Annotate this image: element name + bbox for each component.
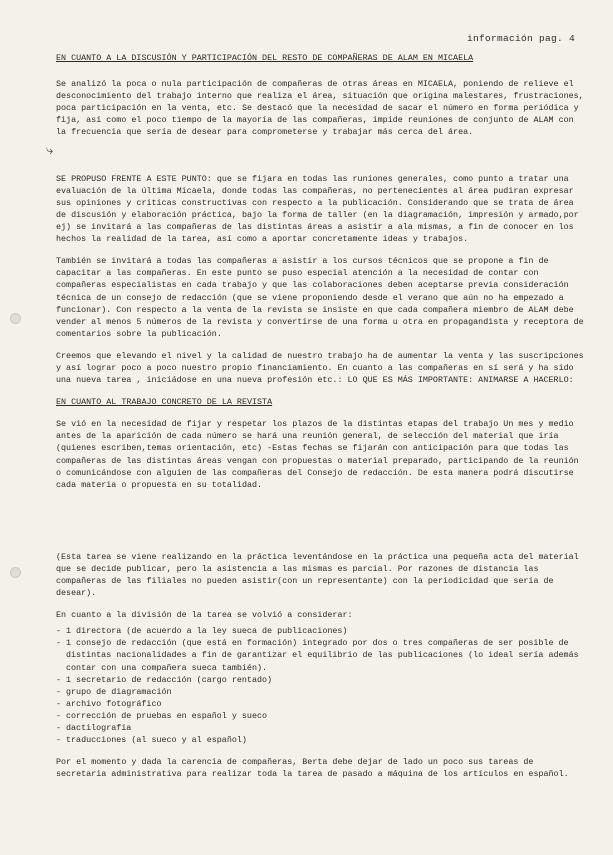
closing-paragraph: Por el momento y dada la carencia de compañeras, Berta debe dejar de lado un poco sus tareas de secretaria administrativa para realizar toda la tarea de pasado a máquina de los artículos en español.	[56, 757, 569, 780]
list-item: - dactilografía	[56, 722, 586, 734]
note-paragraph: (Esta tarea se viene realizando en la práctica leventándose en la práctica una pequeña acta del material que se decide publicar, pero la asistencia a las mismas es parcial. Por razones de distancia las compañeras de las filiales no pueden asistir(con un representante) con la periodicidad que sería de desear).	[56, 551, 579, 599]
section-title: EN CUANTO A LA DISCUSIÓN Y PARTICIPACIÓN DEL RESTO DE COMPAÑERAS DE ALAM EN MICAELA	[56, 53, 474, 63]
blank-space	[56, 501, 586, 551]
list-item: - grupo de diagramación	[56, 686, 586, 698]
paragraph-text: SE PROPUSO FRENTE A ESTE PUNTO: que se fijara en todas las runiones generales, como punto a tratar una evaluación de la última Micaela, donde todas las compañeras, no pertenecientes al área pudiran expresar sus opiniones y criticas constructivas con respecto a la publicación. Considerando que se trata de área de discusión y elaboración práctica, bajo la forma de taller (en la diagramación, impresión y armado,por ej) se invitará a las compañeras de las distintas áreas a asistir a ala mismas, a fin de conocer en los hechos la realidad de la tarea, así como a aportar concretamente ideas y trabajos.	[56, 173, 579, 245]
list-item: - traducciones (al sueco y al español)	[56, 734, 586, 746]
page-header: información pag. 4	[466, 33, 575, 44]
paragraph: Creemos que elevando el nivel y la calidad de nuestro trabajo ha de aumentar la venta y las suscripciones y así lograr poco a poco nuestro propio financiamiento. En cuanto a las compañeras en sí será y ha sido una nueva tarea , iniciádose en una nueva profesión etc.: LO QUE ES MÁS IMPORTANTE: ANIMARSE A HACERLO:	[56, 350, 584, 386]
paragraph: También se invitará a todas las compañeras a asistir a los cursos técnicos que se propone a fin de capacitar a las compañeras. En este punto se puso especial atención a la necesidad de contar con compañeras especialistas en cada trabajo y que las colaboraciones deben aceptarse previa consideración técnica de un consejo de redacción (que se viene proponiendo desde el verano que aún no ha empezado a funcionar). Con respecto a la venta de la revista se insiste en que cada compañera miembro de ALAM debe vender al menos 5 números de la revista y convertirse de una forma u otra en propagandista y receptora de comentarios sobre la publicación.	[56, 256, 584, 339]
list-item: - 1 directora (de acuerdo a la ley sueca de publicaciones)	[56, 625, 586, 637]
list-item: - 1 secretario de redacción (cargo rentado)	[56, 674, 586, 686]
list-item: - 1 consejo de redacción (que está en formación) integrado por dos o tres compañeras de ser posible de distintas nacionalidades a fin de garantizar el equilibrio de las publicaciones (lo ideal sería además contar con una compañera sueca también).	[56, 637, 586, 673]
binder-hole	[10, 567, 21, 578]
paragraph: Se analizó la poca o nula participación de compañeras de otras áreas en MICAELA, poniendo de relieve el desconocimiento del trabajo interno que realiza el área, situación que origina malestares, frustraciones, poca participación en la venta, etc. Se destacó que la necesidad de sacar el número en forma periódica y fija, así como el poco tiempo de la mayoría de las compañeras, impide reuniones de conjunto de ALAM con la frecuencia que sería de desear para comprometerse y trabajar más cerca del área.	[56, 79, 584, 138]
list-item: - corrección de pruebas en español y sueco	[56, 710, 586, 722]
task-list	[56, 625, 586, 746]
division-intro: En cuanto a la división de la tarea se volvió a considerar:	[56, 610, 353, 621]
section-title-revista: EN CUANTO AL TRABAJO CONCRETO DE LA REVISTA	[56, 397, 273, 408]
handwritten-mark-icon: ⤷	[46, 143, 54, 159]
paragraph-proposal	[46, 143, 586, 245]
binder-hole	[10, 313, 21, 324]
document-body	[46, 52, 586, 790]
paragraph: Se vió en la necesidad de fijar y respetar los plazos de la distintas etapas del trabajo Un mes y medio antes de la aparición de cada número se hará una reunión general, de selección del material que iría (quienes escriben,temas orientación, etc) -Estas fechas se fijarán con anticipación para que todas las compañeras de las distintas áreas vengan con propuestas o material preparado, participando de la reunión o comunicándose con alguien de las compañeras del Consejo de redacción. De esta manera podrá discutirse cada materia o propuesta en su totalidad.	[56, 419, 579, 490]
list-item: - archivo fotográfico	[56, 698, 586, 710]
